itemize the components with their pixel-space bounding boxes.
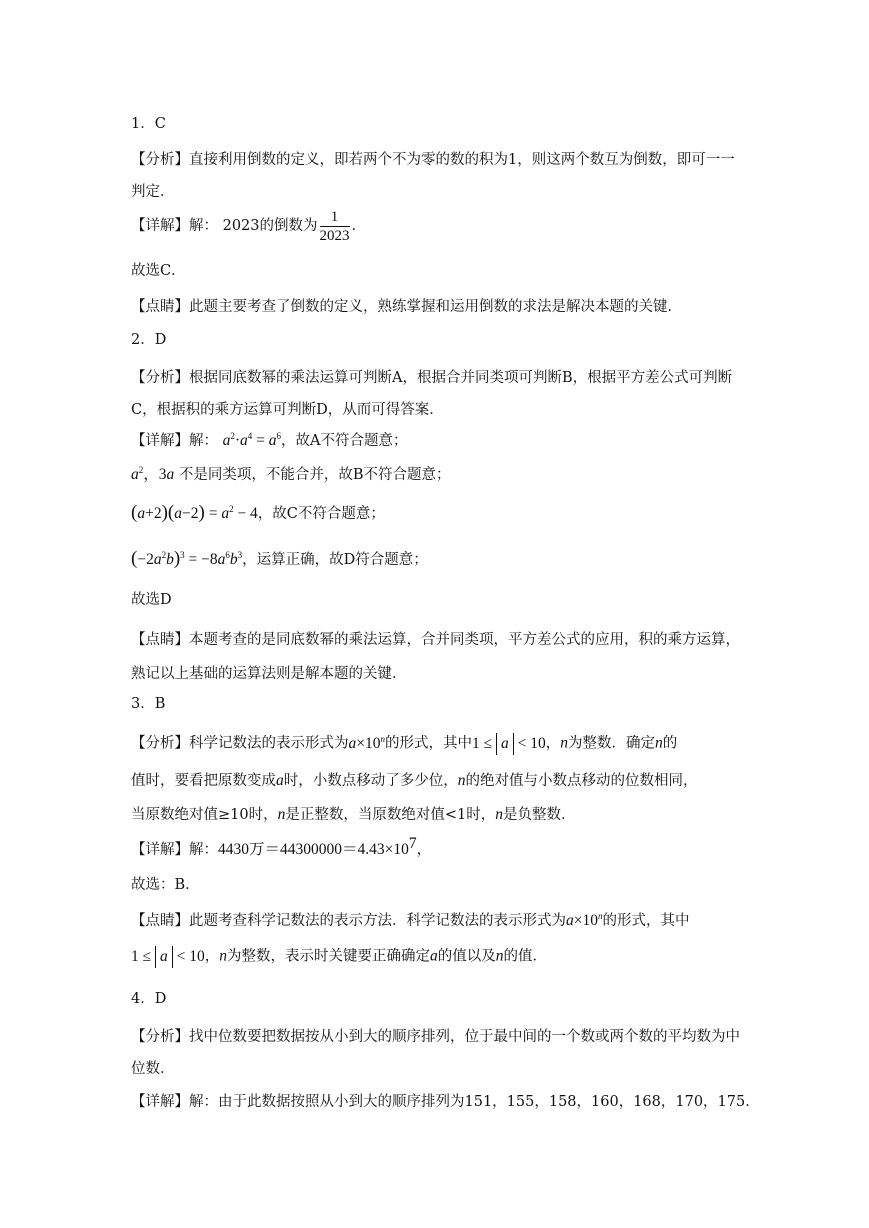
q3-n-3: n: [457, 772, 466, 789]
q3-range: 1 ≤ a < 10: [472, 735, 546, 752]
q3-n-1: n: [560, 734, 569, 752]
q3-sci-form: $a\times 10^n$: [348, 733, 385, 752]
q3-comment-p1: 【点睛】此题考查科学记数法的表示方法．科学记数法的表示形式为: [131, 913, 566, 929]
q1-frac-den: 2023: [319, 227, 350, 244]
q2-comment: 【点睛】本题考查的是同底数幂的乘法运算，合并同类项，平方差公式的应用，积的乘方运算，熟记以上基础的运算法则是解本题的关键．: [131, 632, 740, 682]
q3-n-6: n: [219, 947, 228, 965]
q4-detail: 【详解】解：由于此数据按照从小到大的顺序排列为151，155，158，160，168，170，175．: [131, 1094, 760, 1110]
q1-comment: 【点睛】此题主要考查了倒数的定义，熟练掌握和运用倒数的求法是解决本题的关键．: [131, 299, 682, 315]
q2-formula-d: $(-2a^2b)^3 = -8a^6b^3$: [131, 548, 243, 569]
q1-detail-end: ．: [351, 218, 367, 234]
q3-analysis-l3b: 是正整数，当原数绝对值<1时，: [285, 807, 496, 823]
q3-analysis-l2b: 时，小数点移动了多少位，: [283, 773, 458, 789]
q3-analysis-l2: 值时，要看把原数变成: [131, 773, 276, 789]
q2-detail-c-text: ，故C不符合题意；: [257, 506, 385, 522]
q3-analysis-l3a: 当原数绝对值≥10时，: [131, 807, 278, 823]
q1-choice: 故选C．: [131, 263, 186, 279]
q3-n-2: n: [655, 734, 663, 752]
q3-detail-expr: 4430万＝44300000＝4.43×10: [218, 841, 409, 858]
q3-detail: 【详解】解：4430万$=44300000=4.43\times 10^7$，: [131, 835, 432, 858]
q3-analysis-p3: 为整数．确定: [568, 735, 656, 752]
q2-detail-a-text: ，故A不符合题意；: [281, 433, 408, 449]
q3-analysis-l2c: 的绝对值与小数点移动的位数相同，: [465, 773, 698, 789]
q3-analysis-line3: [131, 805, 575, 825]
q3-analysis-p2: 的形式，其中: [385, 735, 472, 752]
q3-n-5: n: [495, 806, 503, 823]
q3-detail-end: ，: [416, 842, 432, 858]
q1-analysis: 【分析】直接利用倒数的定义，即若两个不为零的数的积为1，则这两个数互为倒数，即可一一判定．: [131, 152, 735, 200]
q2-heading: 2．D: [131, 332, 167, 348]
q3-comment-p2: 的形式，其中: [602, 913, 690, 929]
q1-detail-prefix: 【详解】解：: [131, 218, 218, 234]
q2-detail-d: [131, 549, 428, 570]
q2-choice: 故选D: [131, 592, 172, 608]
q2-detail-d-text: ，运算正确，故D符合题意；: [242, 552, 428, 568]
q1-detail-mid: 2023的倒数为: [222, 218, 318, 234]
q3-n-4: n: [277, 806, 286, 823]
q3-comment-line1: [131, 911, 690, 931]
q3-analysis-p1: 【分析】科学记数法的表示形式为: [131, 735, 349, 752]
q3-analysis-line1: 【分析】科学记数法的表示形式为$a\times 10^n$的形式，其中1 ≤ a < 10，n为整数．确定n的: [131, 733, 677, 755]
q2-detail-a: [131, 431, 408, 451]
q3-n-7: n: [495, 947, 504, 965]
q2-detail-prefix: 【详解】解：: [131, 433, 218, 449]
q3-choice: 故选：B．: [131, 877, 200, 893]
q1-detail: [131, 206, 366, 246]
q1-frac-num: 1: [320, 208, 350, 227]
q3-detail-prefix: 【详解】解：: [131, 842, 218, 858]
q2-detail-c: [131, 503, 385, 524]
q1-heading: 1．C: [131, 116, 166, 132]
q3-a-2: a: [430, 947, 438, 965]
q2-analysis: 【分析】根据同底数幂的乘法运算可判断A，根据合并同类项可判断B，根据平方差公式可判断C，根据积的乘方运算可判断D，从而可得答案．: [131, 370, 733, 418]
q2-detail-b-text: 不是同类项，不能合并，故B不符合题意；: [178, 467, 451, 483]
q3-a-1: a: [276, 772, 284, 789]
q2-detail-b: [131, 465, 451, 485]
q4-analysis: 【分析】找中位数要把数据按从小到大的顺序排列，位于最中间的一个数或两个数的平均数为中位数．: [131, 1029, 740, 1077]
q2-formula-b: $a^2$，3a: [131, 465, 175, 483]
q3-comment-l2a: 为整数，表示时关键要正确确定: [227, 948, 431, 965]
q3-range-2: 1 ≤ a < 10: [131, 948, 205, 965]
q1-fraction: [320, 208, 350, 245]
q3-analysis-line2: [131, 771, 698, 791]
q3-analysis-l3c: 是负整数．: [502, 807, 576, 823]
q3-sci-form-2: $a\times 10^n$: [566, 911, 603, 929]
q2-formula-a: $a^2\cdot a^4 = a^6$: [222, 431, 282, 449]
q3-analysis-p4: 的: [662, 735, 678, 752]
q3-comment-line2: 1 ≤ a < 10，n为整数，表示时关键要正确确定a的值以及n的值．: [131, 946, 547, 968]
q4-heading: 4．D: [131, 991, 167, 1007]
q3-comment-l2b: 的值以及: [437, 948, 496, 965]
q3-heading: 3．B: [131, 696, 166, 712]
q2-formula-c: $(a+2)(a-2) = a^2 - 4$: [131, 502, 258, 523]
q3-comment-l2c: 的值．: [503, 948, 548, 965]
